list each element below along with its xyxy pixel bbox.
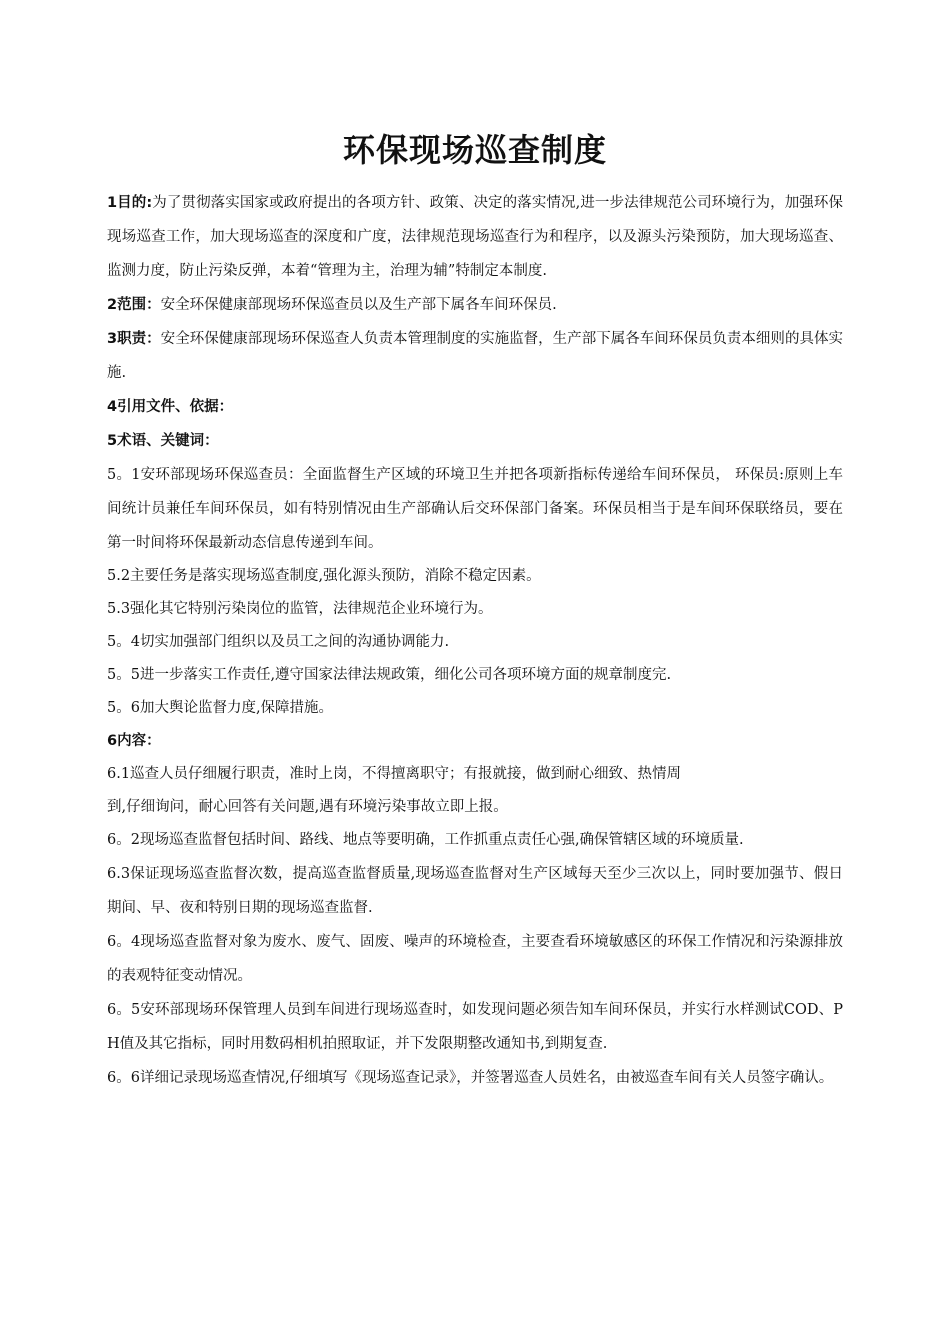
section-terms xyxy=(107,424,843,458)
clause-6-3: 6.3保证现场巡查监督次数，提高巡查监督质量,现场巡查监督对生产区域每天至少三次以上，同时要加强节、假日期间、早、夜和特别日期的现场巡查监督. xyxy=(107,866,843,916)
clause-5-2: 5.2主要任务是落实现场巡查制度,强化源头预防，消除不稳定因素。 xyxy=(107,568,541,584)
clause-6-5: 6。5安环部现场环保管理人员到车间进行现场巡查时，如发现问题必须告知车间环保员，并实行水样测试COD、PH值及其它指标，同时用数码相机拍照取证，并下发限期整改通知书,到期复查. xyxy=(107,1002,843,1052)
document-body xyxy=(107,186,843,1095)
clause-5-4: 5。4切实加强部门组织以及员工之间的沟通协调能力. xyxy=(107,634,450,650)
section-text: 为了贯彻落实国家或政府提出的各项方针、政策、决定的落实情况,进一步法律规范公司环境行为，加强环保现场巡查工作，加大现场巡查的深度和广度，法律规范现场巡查行为和程序，以及源头污染预防，加大现场巡查、监测力度，防止污染反弹，本着“管理为主，治理为辅”特制定本制度. xyxy=(107,195,843,279)
section-content xyxy=(107,725,843,758)
section-text: 安全环保健康部现场环保巡查员以及生产部下属各车间环保员. xyxy=(160,297,557,313)
section-heading: 5术语、关键词： xyxy=(107,433,219,449)
section-heading: 4引用文件、依据： xyxy=(107,399,234,415)
section-references xyxy=(107,390,843,424)
section-heading: 3职责： xyxy=(107,331,161,347)
section-text: 安全环保健康部现场环保巡查人负责本管理制度的实施监督，生产部下属各车间环保员负责本细则的具体实施. xyxy=(107,331,844,381)
clause-6-1: 6.1巡查人员仔细履行职责，准时上岗，不得擅离职守；有报就接，做到耐心细致、热情周 xyxy=(107,766,682,782)
section-purpose xyxy=(107,186,843,288)
clause-6-2: 6。2现场巡查监督包括时间、路线、地点等要明确，工作抓重点责任心强,确保管辖区域的环境质量. xyxy=(107,832,744,848)
clause-5-3: 5.3强化其它特别污染岗位的监管，法律规范企业环境行为。 xyxy=(107,601,493,617)
section-heading: 1目的: xyxy=(107,195,153,211)
clause-6-1-cont: 到,仔细询问，耐心回答有关问题,遇有环境污染事故立即上报。 xyxy=(107,799,508,815)
section-heading: 2范围： xyxy=(107,297,161,313)
clause-5-1: 5。1安环部现场环保巡查员：全面监督生产区域的环境卫生并把各项新指标传递给车间环保员， 环保员:原则上车间统计员兼任车间环保员，如有特别情况由生产部确认后交环保部门备案。环保员相当于是车间环保联络员，要在第一时间将环保最新动态信息传递到车间。 xyxy=(107,467,843,551)
section-heading: 6内容： xyxy=(107,733,161,749)
clause-5-5: 5。5进一步落实工作责任,遵守国家法律法规政策，细化公司各项环境方面的规章制度完. xyxy=(107,667,672,683)
clause-6-6: 6。6详细记录现场巡查情况,仔细填写《现场巡查记录》，并签署巡查人员姓名，由被巡查车间有关人员签字确认。 xyxy=(107,1070,834,1086)
document-title: 环保现场巡查制度 xyxy=(342,131,607,169)
clause-5-6: 5。6加大舆论监督力度,保障措施。 xyxy=(107,700,334,716)
section-responsibility xyxy=(107,322,843,390)
section-scope xyxy=(107,288,843,322)
clause-6-4: 6。4现场巡查监督对象为废水、废气、固废、噪声的环境检查，主要查看环境敏感区的环保工作情况和污染源排放的表观特征变动情况。 xyxy=(107,934,843,984)
